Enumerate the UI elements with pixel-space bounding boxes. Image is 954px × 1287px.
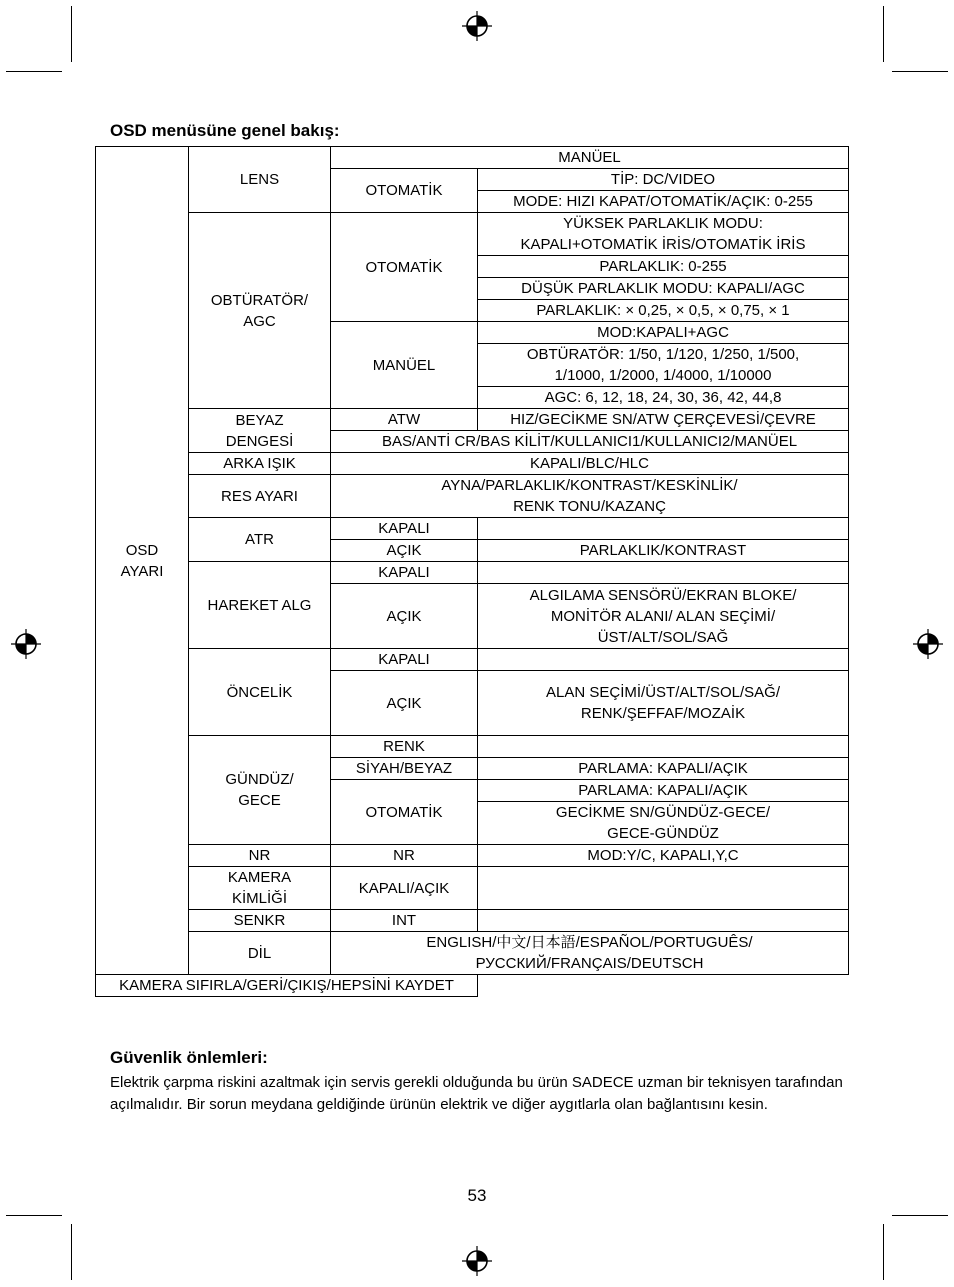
white-balance-options: BAS/ANTİ CR/BAS KİLİT/KULLANICI1/KULLANICI2/MANÜEL <box>331 431 849 453</box>
crop-mark <box>6 1215 62 1216</box>
white-balance-atw-value: HIZ/GECİKME SN/ATW ÇERÇEVESİ/ÇEVRE <box>478 409 849 431</box>
safety-text: Elektrik çarpma riskini azaltmak için servis gerekli olduğunda bu ürün SADECE uzman bir teknisyen tarafından açılmalıdır. Bir sorun meydana geldiğinde ürünün elektrik ve diğer aygıtlarla olan bağlantısını kesin. <box>110 1074 843 1113</box>
registration-mark-icon <box>462 1246 492 1276</box>
day-night-label <box>189 736 331 845</box>
camera-id-value: KAPALI/AÇIK <box>331 867 478 910</box>
safety-heading: Güvenlik önlemleri: <box>110 1048 268 1067</box>
atr-on: AÇIK <box>331 540 478 562</box>
shutter-high-mode <box>478 213 849 256</box>
crop-mark <box>71 1224 72 1280</box>
shutter-brightness-mult: PARLAKLIK: × 0,25, × 0,5, × 0,75, × 1 <box>478 300 849 322</box>
privacy-off-value <box>478 649 849 671</box>
motion-off: KAPALI <box>331 562 478 584</box>
atr-off: KAPALI <box>331 518 478 540</box>
crop-mark <box>6 71 62 72</box>
shutter-high-mode-text: YÜKSEK PARLAKLIK MODU: KAPALI+OTOMATİK İRİS/OTOMATİK İRİS <box>520 215 806 253</box>
crop-mark <box>892 71 948 72</box>
privacy-off: KAPALI <box>331 649 478 671</box>
shutter-brightness: PARLAKLIK: 0-255 <box>478 256 849 278</box>
day-night-auto-value2 <box>478 802 849 845</box>
language-value <box>331 932 849 975</box>
privacy-on-value-text: ALAN SEÇİMİ/ÜST/ALT/SOL/SAĞ/ RENK/ŞEFFAF/MOZAİK <box>546 684 780 722</box>
sync-label: SENKR <box>189 910 331 932</box>
crop-mark <box>71 6 72 62</box>
day-night-auto: OTOMATİK <box>331 780 478 845</box>
crop-mark <box>892 1215 948 1216</box>
atr-label: ATR <box>189 518 331 562</box>
page-heading: OSD menüsüne genel bakış: <box>110 121 340 140</box>
shutter-speeds-text: OBTÜRATÖR: 1/50, 1/120, 1/250, 1/500, 1/1000, 1/2000, 1/4000, 1/10000 <box>526 346 800 384</box>
white-balance-atw: ATW <box>331 409 478 431</box>
sync-empty <box>478 910 849 932</box>
shutter-auto: OTOMATİK <box>331 213 478 322</box>
atr-off-value <box>478 518 849 540</box>
day-night-color: RENK <box>331 736 478 758</box>
page-number: 53 <box>467 1186 487 1205</box>
day-night-bw: SİYAH/BEYAZ <box>331 758 478 780</box>
privacy-on: AÇIK <box>331 671 478 736</box>
registration-mark-icon <box>913 629 943 659</box>
shutter-low-mode: DÜŞÜK PARLAKLIK MODU: KAPALI/AGC <box>478 278 849 300</box>
camera-id-label <box>189 867 331 910</box>
shutter-agc-label-text: OBTÜRATÖR/ AGC <box>210 291 309 330</box>
crop-mark <box>883 6 884 62</box>
camera-id-empty <box>478 867 849 910</box>
registration-mark-icon <box>11 629 41 659</box>
osd-settings-cell <box>96 147 189 975</box>
white-balance-label <box>189 409 331 453</box>
picture-value-text: AYNA/PARLAKLIK/KONTRAST/KESKİNLİK/ RENK TONU/KAZANÇ <box>441 477 738 515</box>
registration-mark-icon <box>462 11 492 41</box>
crop-mark <box>883 1224 884 1280</box>
motion-off-value <box>478 562 849 584</box>
motion-on-value-text: ALGILAMA SENSÖRÜ/EKRAN BLOKE/ MONİTÖR ALANI/ ALAN SEÇİMİ/ ÜST/ALT/SOL/SAĞ <box>529 586 797 646</box>
nr-label: NR <box>189 845 331 867</box>
backlight-value: KAPALI/BLC/HLC <box>331 453 849 475</box>
osd-settings-label: OSD AYARI <box>120 541 164 580</box>
osd-menu-table <box>95 146 849 997</box>
language-value-text: ENGLISH/中文/日本語/ESPAÑOL/PORTUGUÊS/ РУССКИЙ/FRANÇAIS/DEUTSCH <box>426 934 753 972</box>
day-night-auto-value1: PARLAMA: KAPALI/AÇIK <box>478 780 849 802</box>
lens-auto: OTOMATİK <box>331 169 478 213</box>
language-label: DİL <box>189 932 331 975</box>
lens-manual: MANÜEL <box>331 147 849 169</box>
shutter-manual: MANÜEL <box>331 322 478 409</box>
motion-on-value <box>478 584 849 649</box>
picture-value <box>331 475 849 518</box>
lens-type: TİP: DC/VIDEO <box>478 169 849 191</box>
nr-value: MOD:Y/C, KAPALI,Y,C <box>478 845 849 867</box>
shutter-mod: MOD:KAPALI+AGC <box>478 322 849 344</box>
nr-sub: NR <box>331 845 478 867</box>
motion-label: HAREKET ALG <box>189 562 331 649</box>
motion-on: AÇIK <box>331 584 478 649</box>
shutter-agc-label <box>189 213 331 409</box>
lens-mode: MODE: HIZI KAPAT/OTOMATİK/AÇIK: 0-255 <box>478 191 849 213</box>
sync-value: INT <box>331 910 478 932</box>
day-night-bw-value: PARLAMA: KAPALI/AÇIK <box>478 758 849 780</box>
atr-on-value: PARLAKLIK/KONTRAST <box>478 540 849 562</box>
day-night-color-value <box>478 736 849 758</box>
day-night-label-text: GÜNDÜZ/ GECE <box>225 771 294 809</box>
camera-id-label-text: KAMERA KİMLİĞİ <box>227 869 292 907</box>
shutter-agc: AGC: 6, 12, 18, 24, 30, 36, 42, 44,8 <box>478 387 849 409</box>
lens-label: LENS <box>189 147 331 213</box>
privacy-on-value <box>478 671 849 736</box>
white-balance-label-text: BEYAZ DENGESİ <box>225 411 294 450</box>
picture-label: RES AYARI <box>189 475 331 518</box>
backlight-label: ARKA IŞIK <box>189 453 331 475</box>
day-night-auto-value2-text: GECİKME SN/GÜNDÜZ-GECE/ GECE-GÜNDÜZ <box>555 804 771 842</box>
privacy-label: ÖNCELİK <box>189 649 331 736</box>
shutter-speeds <box>478 344 849 387</box>
table-footer: KAMERA SIFIRLA/GERİ/ÇIKIŞ/HEPSİNİ KAYDET <box>96 975 478 997</box>
